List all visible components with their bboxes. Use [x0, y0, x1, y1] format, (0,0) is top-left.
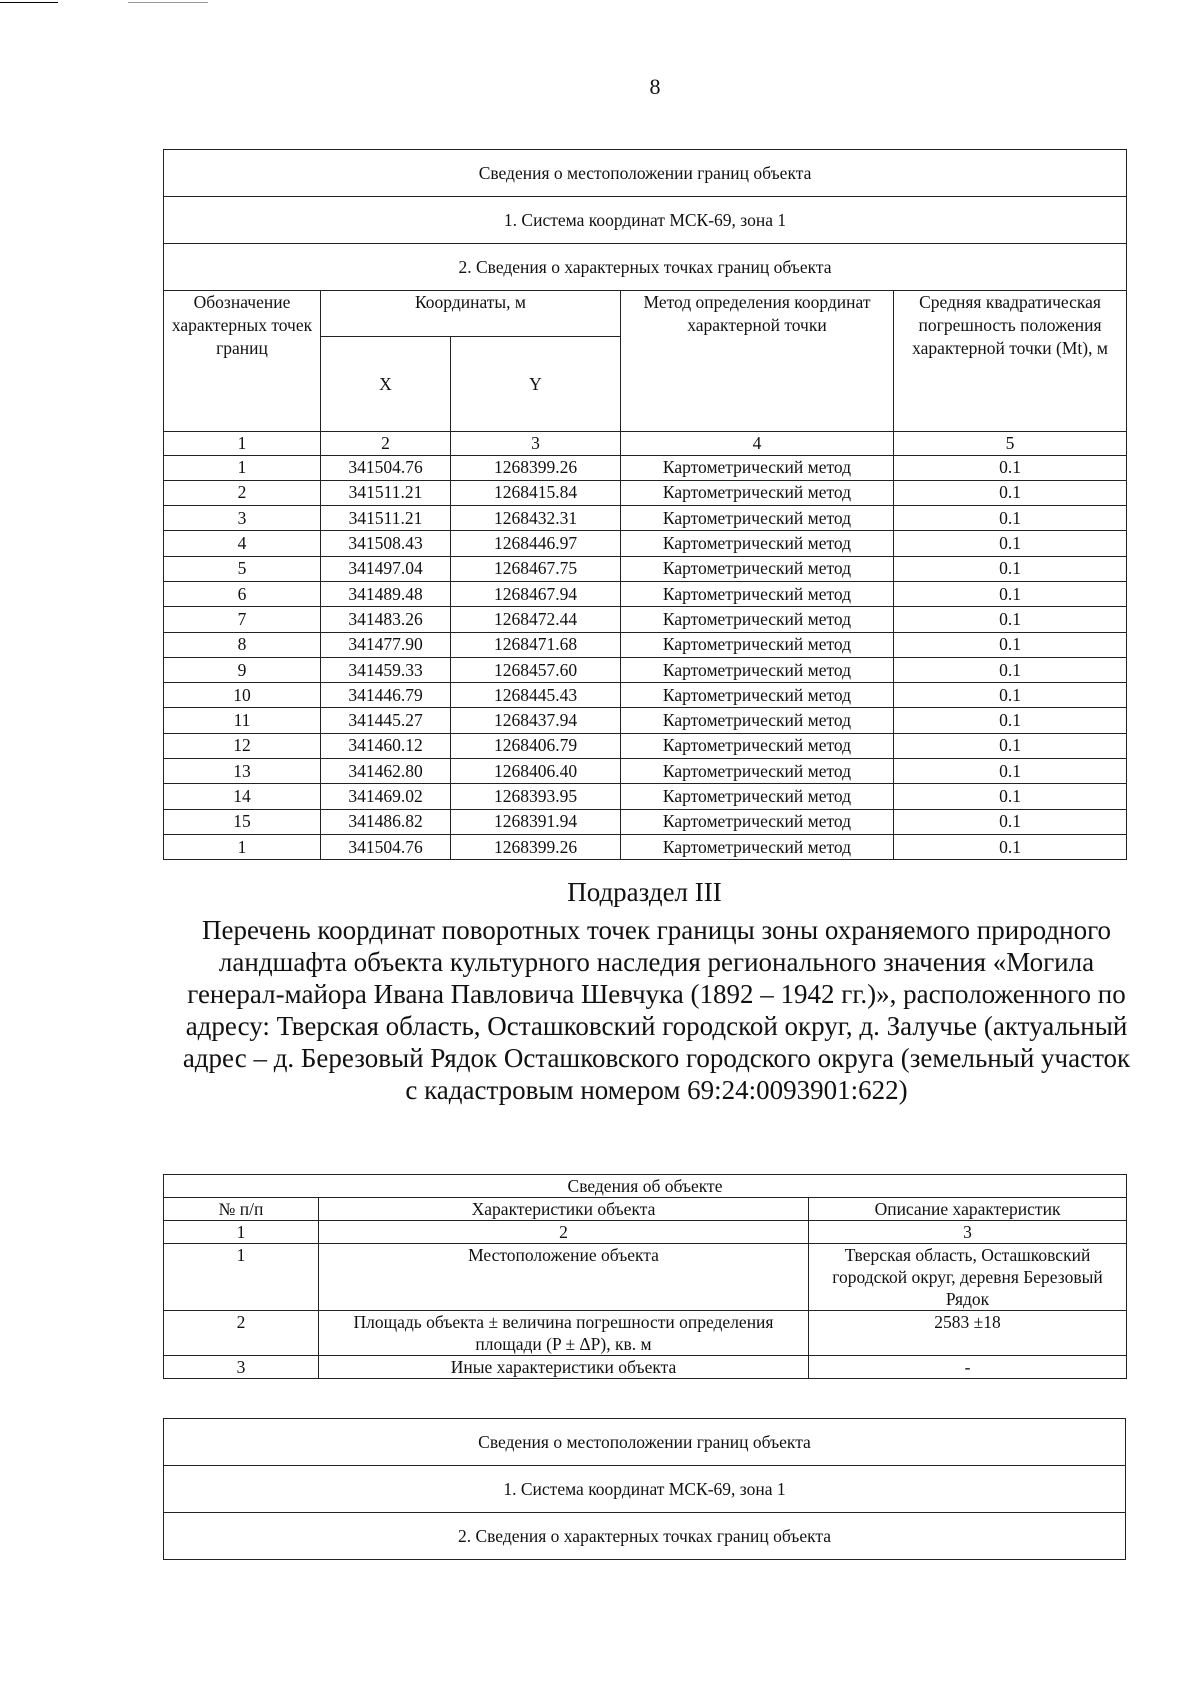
table-cell: Картометрический метод: [621, 784, 894, 809]
table-cell: Картометрический метод: [621, 480, 894, 505]
table-cell: 341504.76: [321, 455, 451, 480]
table-cell: 1268406.40: [451, 759, 621, 784]
table-cell: 3: [164, 506, 321, 531]
section-heading: Перечень координат поворотных точек границы зоны охраняемого природного ландшафта объекта культурного наследия регионального значения «Могила генерал-майора Ивана Павловича Шевчука (1892 – 1942 гг.)», расположенного по адресу: Тверская область, Осташковский городской округ, д. Залучье (актуальный адрес – д. Березовый Рядок Осташковского городского округа (земельный участок с кадастровым номером 69:24:0093901:622): [182, 915, 1131, 1105]
table-cell: 1268467.75: [451, 556, 621, 581]
column-number: 1: [164, 432, 321, 456]
table-cell: 15: [164, 809, 321, 834]
table-row: [164, 1311, 1127, 1356]
table-cell: 0.1: [894, 506, 1127, 531]
table-cell: 7: [164, 607, 321, 632]
table-cell: Картометрический метод: [621, 607, 894, 632]
table-cell: 0.1: [894, 733, 1127, 758]
table-row: [164, 607, 1127, 632]
table-cell: 0.1: [894, 581, 1127, 606]
table-row: [164, 531, 1127, 556]
table-row: [164, 657, 1127, 682]
subsection-title: Подраздел III: [567, 877, 722, 907]
table-cell: Картометрический метод: [621, 834, 894, 859]
column-header-error: Средняя квадратическая погрешность положения характерной точки (Mt), м: [894, 291, 1127, 432]
table-cell: Тверская область, Осташковский городской округ, деревня Березовый Рядок: [809, 1244, 1127, 1311]
table-banner: 1. Система координат МСК-69, зона 1: [164, 1466, 1126, 1513]
table-cell: 4: [164, 531, 321, 556]
table-cell: 0.1: [894, 759, 1127, 784]
table-row: [164, 708, 1127, 733]
table-cell: 11: [164, 708, 321, 733]
column-header-point: Обозначение характерных точек границ: [164, 291, 321, 432]
object-info-table: [163, 1174, 1127, 1379]
table-cell: Картометрический метод: [621, 809, 894, 834]
table-row: [164, 581, 1127, 606]
table-cell: Картометрический метод: [621, 708, 894, 733]
table-cell: 0.1: [894, 657, 1127, 682]
table-cell: Картометрический метод: [621, 632, 894, 657]
table-cell: 1: [164, 455, 321, 480]
scan-edge-line: [128, 2, 208, 3]
table-cell: 1268399.26: [451, 455, 621, 480]
table-cell: 341445.27: [321, 708, 451, 733]
table-cell: 1268467.94: [451, 581, 621, 606]
table-row: [164, 784, 1127, 809]
column-number: 1: [164, 1221, 319, 1244]
table-cell: 341504.76: [321, 834, 451, 859]
table-cell: 0.1: [894, 531, 1127, 556]
table-cell: 341477.90: [321, 632, 451, 657]
table-banner: 2. Сведения о характерных точках границ объекта: [164, 1513, 1126, 1560]
table-row: [164, 834, 1127, 859]
table-cell: 0.1: [894, 455, 1127, 480]
table-cell: Картометрический метод: [621, 506, 894, 531]
table-cell: 3: [164, 1356, 319, 1379]
table-row: [164, 455, 1127, 480]
table-cell: 341483.26: [321, 607, 451, 632]
table-cell: Иные характеристики объекта: [319, 1356, 809, 1379]
table-cell: 1268406.79: [451, 733, 621, 758]
table-cell: Картометрический метод: [621, 531, 894, 556]
table-cell: 6: [164, 581, 321, 606]
column-number: 3: [809, 1221, 1127, 1244]
column-header-x: X: [321, 337, 451, 432]
table-cell: 1268393.95: [451, 784, 621, 809]
column-header: № п/п: [164, 1198, 319, 1221]
table-cell: 1268445.43: [451, 683, 621, 708]
column-number: 2: [321, 432, 451, 456]
table-row: [164, 1244, 1127, 1311]
table-row: [164, 733, 1127, 758]
table-cell: Площадь объекта ± величина погрешности определения площади (P ± ΔP), кв. м: [319, 1311, 809, 1356]
column-number: 4: [621, 432, 894, 456]
table-cell: 1268457.60: [451, 657, 621, 682]
boundary-info-table: [163, 1418, 1126, 1560]
column-header-coords: Координаты, м: [321, 291, 621, 337]
table-cell: 341446.79: [321, 683, 451, 708]
table-cell: Картометрический метод: [621, 657, 894, 682]
table-cell: 9: [164, 657, 321, 682]
table-cell: 0.1: [894, 632, 1127, 657]
table-cell: 341460.12: [321, 733, 451, 758]
table-row: [164, 556, 1127, 581]
table-cell: 341462.80: [321, 759, 451, 784]
column-header: Характеристики объекта: [319, 1198, 809, 1221]
boundary-points-table: [163, 149, 1127, 860]
column-header-method: Метод определения координат характерной точки: [621, 291, 894, 432]
table-cell: Картометрический метод: [621, 455, 894, 480]
table-cell: 14: [164, 784, 321, 809]
table-row: [164, 506, 1127, 531]
column-header: Описание характеристик: [809, 1198, 1127, 1221]
table-cell: 341459.33: [321, 657, 451, 682]
table-cell: 1268437.94: [451, 708, 621, 733]
page-number: 8: [649, 74, 661, 99]
column-number: 3: [451, 432, 621, 456]
table-cell: 1: [164, 1244, 319, 1311]
table-row: [164, 683, 1127, 708]
table-cell: 0.1: [894, 809, 1127, 834]
table-cell: 13: [164, 759, 321, 784]
column-number: 2: [319, 1221, 809, 1244]
table-banner: 2. Сведения о характерных точках границ объекта: [164, 244, 1127, 291]
table-cell: 1268472.44: [451, 607, 621, 632]
table-cell: 1: [164, 834, 321, 859]
table-cell: 1268471.68: [451, 632, 621, 657]
table-cell: 0.1: [894, 834, 1127, 859]
scan-edge-line: [0, 2, 58, 3]
table-row: [164, 759, 1127, 784]
table-cell: 2583 ±18: [809, 1311, 1127, 1356]
table-cell: 1268432.31: [451, 506, 621, 531]
table-banner: Сведения о местоположении границ объекта: [164, 1419, 1126, 1466]
column-header-y: Y: [451, 337, 621, 432]
table-cell: 341486.82: [321, 809, 451, 834]
table-banner: Сведения о местоположении границ объекта: [164, 150, 1127, 197]
table-cell: 1268399.26: [451, 834, 621, 859]
table-cell: 341469.02: [321, 784, 451, 809]
table-cell: Картометрический метод: [621, 683, 894, 708]
table-cell: 10: [164, 683, 321, 708]
table-cell: -: [809, 1356, 1127, 1379]
table-cell: 341508.43: [321, 531, 451, 556]
table-row: [164, 1356, 1127, 1379]
table-cell: 341511.21: [321, 480, 451, 505]
table-cell: 341511.21: [321, 506, 451, 531]
table-cell: 341497.04: [321, 556, 451, 581]
table-banner: 1. Система координат МСК-69, зона 1: [164, 197, 1127, 244]
table-cell: 0.1: [894, 683, 1127, 708]
table-cell: 5: [164, 556, 321, 581]
table-cell: 0.1: [894, 480, 1127, 505]
table-row: [164, 480, 1127, 505]
column-number: 5: [894, 432, 1127, 456]
table-row: [164, 809, 1127, 834]
table-cell: 341489.48: [321, 581, 451, 606]
table-cell: 12: [164, 733, 321, 758]
table-cell: Картометрический метод: [621, 581, 894, 606]
table-cell: 0.1: [894, 556, 1127, 581]
table-cell: 8: [164, 632, 321, 657]
table-cell: 2: [164, 480, 321, 505]
table-cell: 0.1: [894, 708, 1127, 733]
table-row: [164, 632, 1127, 657]
table-cell: Картометрический метод: [621, 556, 894, 581]
table-cell: Местоположение объекта: [319, 1244, 809, 1311]
table-cell: 0.1: [894, 784, 1127, 809]
table-cell: 0.1: [894, 607, 1127, 632]
table-cell: Картометрический метод: [621, 759, 894, 784]
table-caption: Сведения об объекте: [164, 1175, 1127, 1198]
table-cell: 1268415.84: [451, 480, 621, 505]
table-cell: Картометрический метод: [621, 733, 894, 758]
table-cell: 2: [164, 1311, 319, 1356]
table-cell: 1268391.94: [451, 809, 621, 834]
table-cell: 1268446.97: [451, 531, 621, 556]
